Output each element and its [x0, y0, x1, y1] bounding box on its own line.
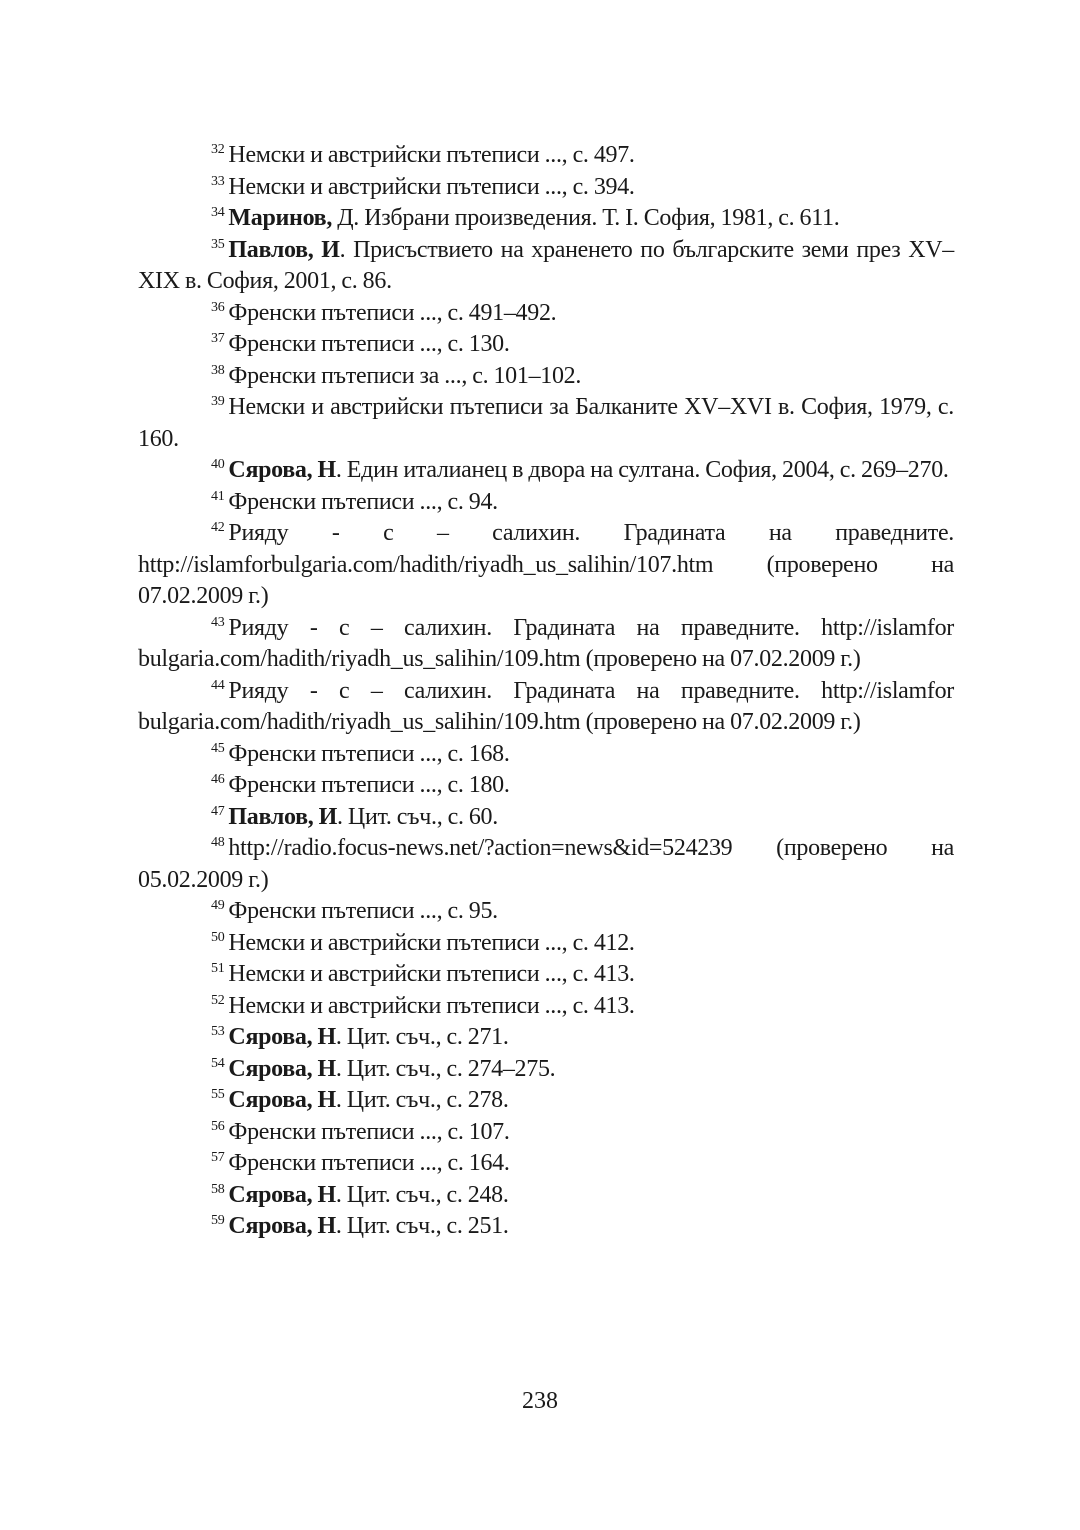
footnote-number: 40: [211, 457, 225, 472]
footnote-number: 54: [211, 1055, 225, 1071]
footnote-number: 41: [211, 488, 225, 504]
footnote-text: Рияду - с – салихин. Градината на праведните. http://islamforbulgaria.com/hadith/riyadh_us_salihin/107.htm (проверено на 07.02.2009 г.): [138, 520, 954, 609]
footnote-text: Френски пътеписи ..., с. 164.: [228, 1150, 510, 1176]
footnote-number: 42: [211, 520, 225, 535]
footnote-number: 36: [211, 299, 225, 315]
footnote-text: Френски пътеписи ..., с. 95.: [228, 898, 498, 924]
footnote-number: 35: [211, 236, 225, 252]
footnote: [138, 1180, 954, 1212]
page-number: 238: [522, 1388, 558, 1414]
footnote-number: 50: [211, 929, 225, 945]
footnote: [138, 896, 954, 928]
footnote-text: . Цит. съч., с. 274–275.: [335, 1055, 556, 1082]
footnote: [138, 959, 954, 991]
footnote: [138, 739, 954, 771]
footnote-number: 46: [211, 772, 225, 787]
footnote-text: Френски пътеписи ..., с. 491–492.: [228, 299, 557, 326]
footnote: [138, 203, 954, 235]
footnote-number: 38: [211, 362, 225, 378]
footnote-text: Френски пътеписи ..., с. 94.: [228, 488, 498, 515]
footnote-text: . Цит. съч., с. 60.: [337, 803, 498, 830]
footnote: [138, 140, 954, 172]
footnote-text: . Присъствието на храненето по българските земи през XV–XIX в. София, 2001, с. 86.: [138, 236, 954, 294]
footnote-number: 47: [211, 803, 225, 819]
footnote: [138, 455, 954, 487]
footnote: [138, 802, 954, 834]
footnote-number: 52: [211, 992, 225, 1008]
footnote-number: 45: [211, 740, 225, 756]
footnote: [138, 1117, 954, 1149]
footnote: [138, 1022, 954, 1054]
footnote-number: 34: [211, 205, 225, 220]
footnote-text: Рияду - с – салихин. Градината на праведните. http://islamfor bulgaria.com/hadith/riyadh_us_salihin/109.htm (проверено на 07.02.2009 г.): [138, 677, 954, 735]
footnote: [138, 833, 954, 896]
footnote-number: 49: [211, 898, 225, 913]
footnote: [138, 991, 954, 1023]
footnote: [138, 487, 954, 519]
footnote-author: Сярова, Н: [228, 1087, 336, 1113]
footnote: [138, 1211, 954, 1243]
footnote-author: Павлов, И: [228, 236, 340, 263]
footnote-number: 39: [211, 394, 225, 409]
footnote-text: Немски и австрийски пътеписи ..., с. 413.: [228, 992, 635, 1019]
footnote-text: Френски пътеписи ..., с. 168.: [228, 740, 510, 767]
footnote-author: Сярова, Н: [228, 1213, 336, 1239]
footnote: [138, 361, 954, 393]
footnote: [138, 518, 954, 613]
footnote-number: 44: [211, 677, 225, 693]
footnote-number: 56: [211, 1118, 225, 1134]
footnote-text: http://radio.focus-news.net/?action=news&id=524239 (проверено на 05.02.2009 г.): [138, 835, 954, 893]
footnote-text: Д. Избрани произведения. Т. І. София, 1981, с. 611.: [337, 205, 840, 231]
footnote-author: Сярова, Н: [228, 457, 336, 483]
footnote: [138, 235, 954, 298]
footnote: [138, 613, 954, 676]
footnote: [138, 928, 954, 960]
footnote-number: 32: [211, 142, 225, 157]
footnotes-list: [138, 140, 954, 1243]
footnote-text: Немски и австрийски пътеписи ..., с. 497.: [228, 142, 635, 168]
footnote: [138, 1085, 954, 1117]
footnote: [138, 329, 954, 361]
footnote: [138, 676, 954, 739]
footnote-author: Павлов, И: [228, 803, 338, 830]
footnote-text: . Цит. съч., с. 248.: [335, 1181, 509, 1208]
footnote-text: Френски пътеписи ..., с. 130.: [228, 331, 510, 357]
footnote-text: Френски пътеписи ..., с. 180.: [228, 772, 510, 798]
footnote: [138, 1054, 954, 1086]
footnote-text: Немски и австрийски пътеписи ..., с. 413.: [228, 961, 635, 987]
footnote-text: Немски и австрийски пътеписи ..., с. 394.: [228, 173, 635, 200]
footnote-author: Сярова, Н: [228, 1181, 336, 1208]
footnote-number: 48: [211, 835, 225, 850]
footnote-text: Немски и австрийски пътеписи за Балканите XV–XVI в. София, 1979, с. 160.: [138, 394, 954, 452]
footnote-text: . Цит. съч., с. 271.: [335, 1024, 509, 1050]
footnote: [138, 770, 954, 802]
footnote-text: . Цит. съч., с. 251.: [335, 1213, 509, 1239]
footnote: [138, 392, 954, 455]
footnote-number: 55: [211, 1087, 225, 1102]
footnote-text: Френски пътеписи за ..., с. 101–102.: [228, 362, 582, 389]
footnote-number: 59: [211, 1213, 225, 1228]
footnote-text: Рияду - с – салихин. Градината на праведните. http://islamfor bulgaria.com/hadith/riyadh_us_salihin/109.htm (проверено на 07.02.2009 г.): [138, 614, 954, 672]
footnote-number: 37: [211, 331, 225, 346]
footnote-number: 53: [211, 1024, 225, 1039]
footnote: [138, 298, 954, 330]
footnote-number: 58: [211, 1181, 225, 1197]
footnote-number: 43: [211, 614, 225, 630]
footnote-text: . Един италианец в двора на султана. София, 2004, с. 269–270.: [335, 457, 949, 483]
footnote-author: Сярова, Н: [228, 1024, 336, 1050]
footnote-number: 33: [211, 173, 225, 189]
footnote-text: Немски и австрийски пътеписи ..., с. 412.: [228, 929, 635, 956]
footnote-text: Френски пътеписи ..., с. 107.: [228, 1118, 510, 1145]
footnote-text: . Цит. съч., с. 278.: [335, 1087, 509, 1113]
footnote-author: Маринов,: [228, 205, 338, 231]
footnote: [138, 1148, 954, 1180]
footnote-number: 51: [211, 961, 225, 976]
footnote: [138, 172, 954, 204]
footnote-number: 57: [211, 1150, 225, 1165]
footnote-author: Сярова, Н: [228, 1055, 336, 1082]
